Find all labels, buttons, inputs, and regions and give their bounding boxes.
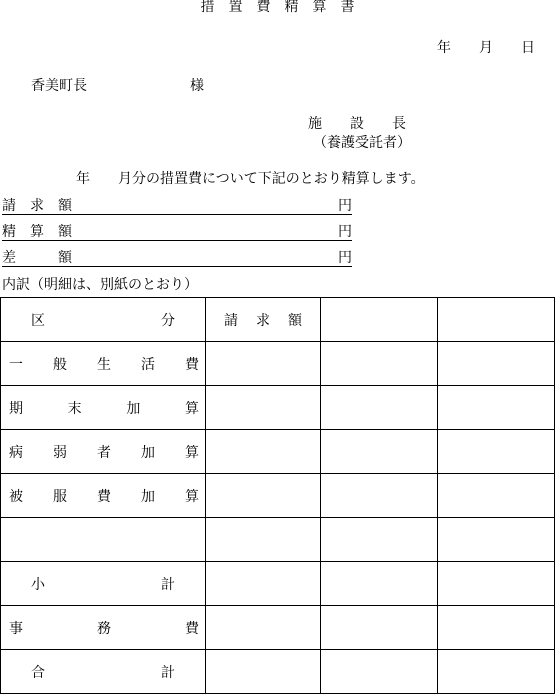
header-char: 請 bbox=[224, 312, 238, 329]
category-cell-blank bbox=[1, 518, 206, 562]
document-title: 措 置 費 精 算 書 bbox=[200, 0, 355, 15]
amount-row-difference bbox=[2, 248, 352, 267]
category-char: 計 bbox=[161, 664, 175, 681]
category-cell bbox=[1, 430, 206, 474]
category-char: 般 bbox=[53, 356, 67, 373]
table-cell bbox=[438, 562, 555, 606]
table-cell bbox=[321, 562, 438, 606]
category-char: 加 bbox=[141, 488, 155, 505]
table-cell bbox=[321, 606, 438, 650]
category-char: 病 bbox=[9, 444, 23, 461]
category-char: 算 bbox=[185, 488, 199, 505]
category-char: 一 bbox=[9, 356, 23, 373]
category-char: 小 bbox=[31, 576, 45, 593]
header-claim-cell bbox=[206, 298, 321, 342]
category-cell bbox=[1, 386, 206, 430]
total-cell bbox=[1, 650, 206, 694]
table-cell bbox=[438, 518, 555, 562]
yen-unit: 円 bbox=[338, 224, 352, 240]
category-char: 末 bbox=[67, 400, 82, 417]
category-char: 服 bbox=[53, 488, 67, 505]
header-category-cell bbox=[1, 298, 206, 342]
category-char: 被 bbox=[9, 488, 23, 505]
category-char: 弱 bbox=[53, 444, 67, 461]
amount-label: 精 算 額 bbox=[2, 224, 72, 240]
addressee: 香美町長 bbox=[31, 78, 87, 94]
header-char: 分 bbox=[161, 312, 175, 329]
category-char: 生 bbox=[97, 356, 111, 373]
category-cell bbox=[1, 606, 206, 650]
table-cell bbox=[321, 430, 438, 474]
table-cell bbox=[321, 474, 438, 518]
category-char: 費 bbox=[185, 356, 199, 373]
table-cell bbox=[321, 650, 438, 694]
table-cell bbox=[438, 650, 555, 694]
table-cell bbox=[321, 298, 438, 342]
category-char: 加 bbox=[126, 400, 141, 417]
amount-label: 請 求 額 bbox=[2, 198, 72, 214]
honorific: 様 bbox=[190, 78, 204, 94]
facility-head-label: 施 設 長 bbox=[308, 116, 406, 132]
subtotal-cell bbox=[1, 562, 206, 606]
table-cell bbox=[206, 606, 321, 650]
table-cell bbox=[206, 518, 321, 562]
category-char: 者 bbox=[97, 444, 111, 461]
table-cell bbox=[206, 474, 321, 518]
category-cell bbox=[1, 342, 206, 386]
category-char: 務 bbox=[97, 620, 111, 637]
category-char: 加 bbox=[141, 444, 155, 461]
category-char: 算 bbox=[185, 444, 199, 461]
category-char: 事 bbox=[9, 620, 23, 637]
category-char: 算 bbox=[184, 400, 199, 417]
amount-label: 差 額 bbox=[2, 250, 72, 266]
table-cell bbox=[321, 342, 438, 386]
breakdown-label: 内訳（明細は、別紙のとおり） bbox=[2, 277, 198, 293]
table-cell bbox=[206, 650, 321, 694]
table-cell bbox=[438, 298, 555, 342]
statement-text: 年 月分の措置費について下記のとおり精算します。 bbox=[76, 171, 425, 187]
category-char: 費 bbox=[185, 620, 199, 637]
table-cell bbox=[438, 342, 555, 386]
table-cell bbox=[206, 430, 321, 474]
category-char: 費 bbox=[97, 488, 111, 505]
amount-row-settlement bbox=[2, 222, 352, 241]
table-cell bbox=[206, 386, 321, 430]
table-cell bbox=[321, 386, 438, 430]
category-char: 合 bbox=[31, 664, 45, 681]
amount-row-claim bbox=[2, 196, 352, 215]
table-cell bbox=[438, 606, 555, 650]
header-char: 額 bbox=[288, 312, 302, 329]
table-cell bbox=[438, 430, 555, 474]
guardian-label: （養護受託者） bbox=[313, 135, 411, 151]
category-char: 計 bbox=[161, 576, 175, 593]
date-line: 年 月 日 bbox=[437, 40, 535, 56]
table-cell bbox=[438, 474, 555, 518]
category-cell bbox=[1, 474, 206, 518]
table-cell bbox=[438, 386, 555, 430]
table-cell bbox=[321, 518, 438, 562]
category-char: 活 bbox=[141, 356, 155, 373]
yen-unit: 円 bbox=[338, 198, 352, 214]
category-char: 期 bbox=[9, 400, 23, 417]
header-char: 区 bbox=[31, 312, 45, 329]
header-char: 求 bbox=[256, 312, 270, 329]
table-cell bbox=[206, 342, 321, 386]
yen-unit: 円 bbox=[338, 250, 352, 266]
table-cell bbox=[206, 562, 321, 606]
breakdown-table bbox=[0, 297, 555, 694]
